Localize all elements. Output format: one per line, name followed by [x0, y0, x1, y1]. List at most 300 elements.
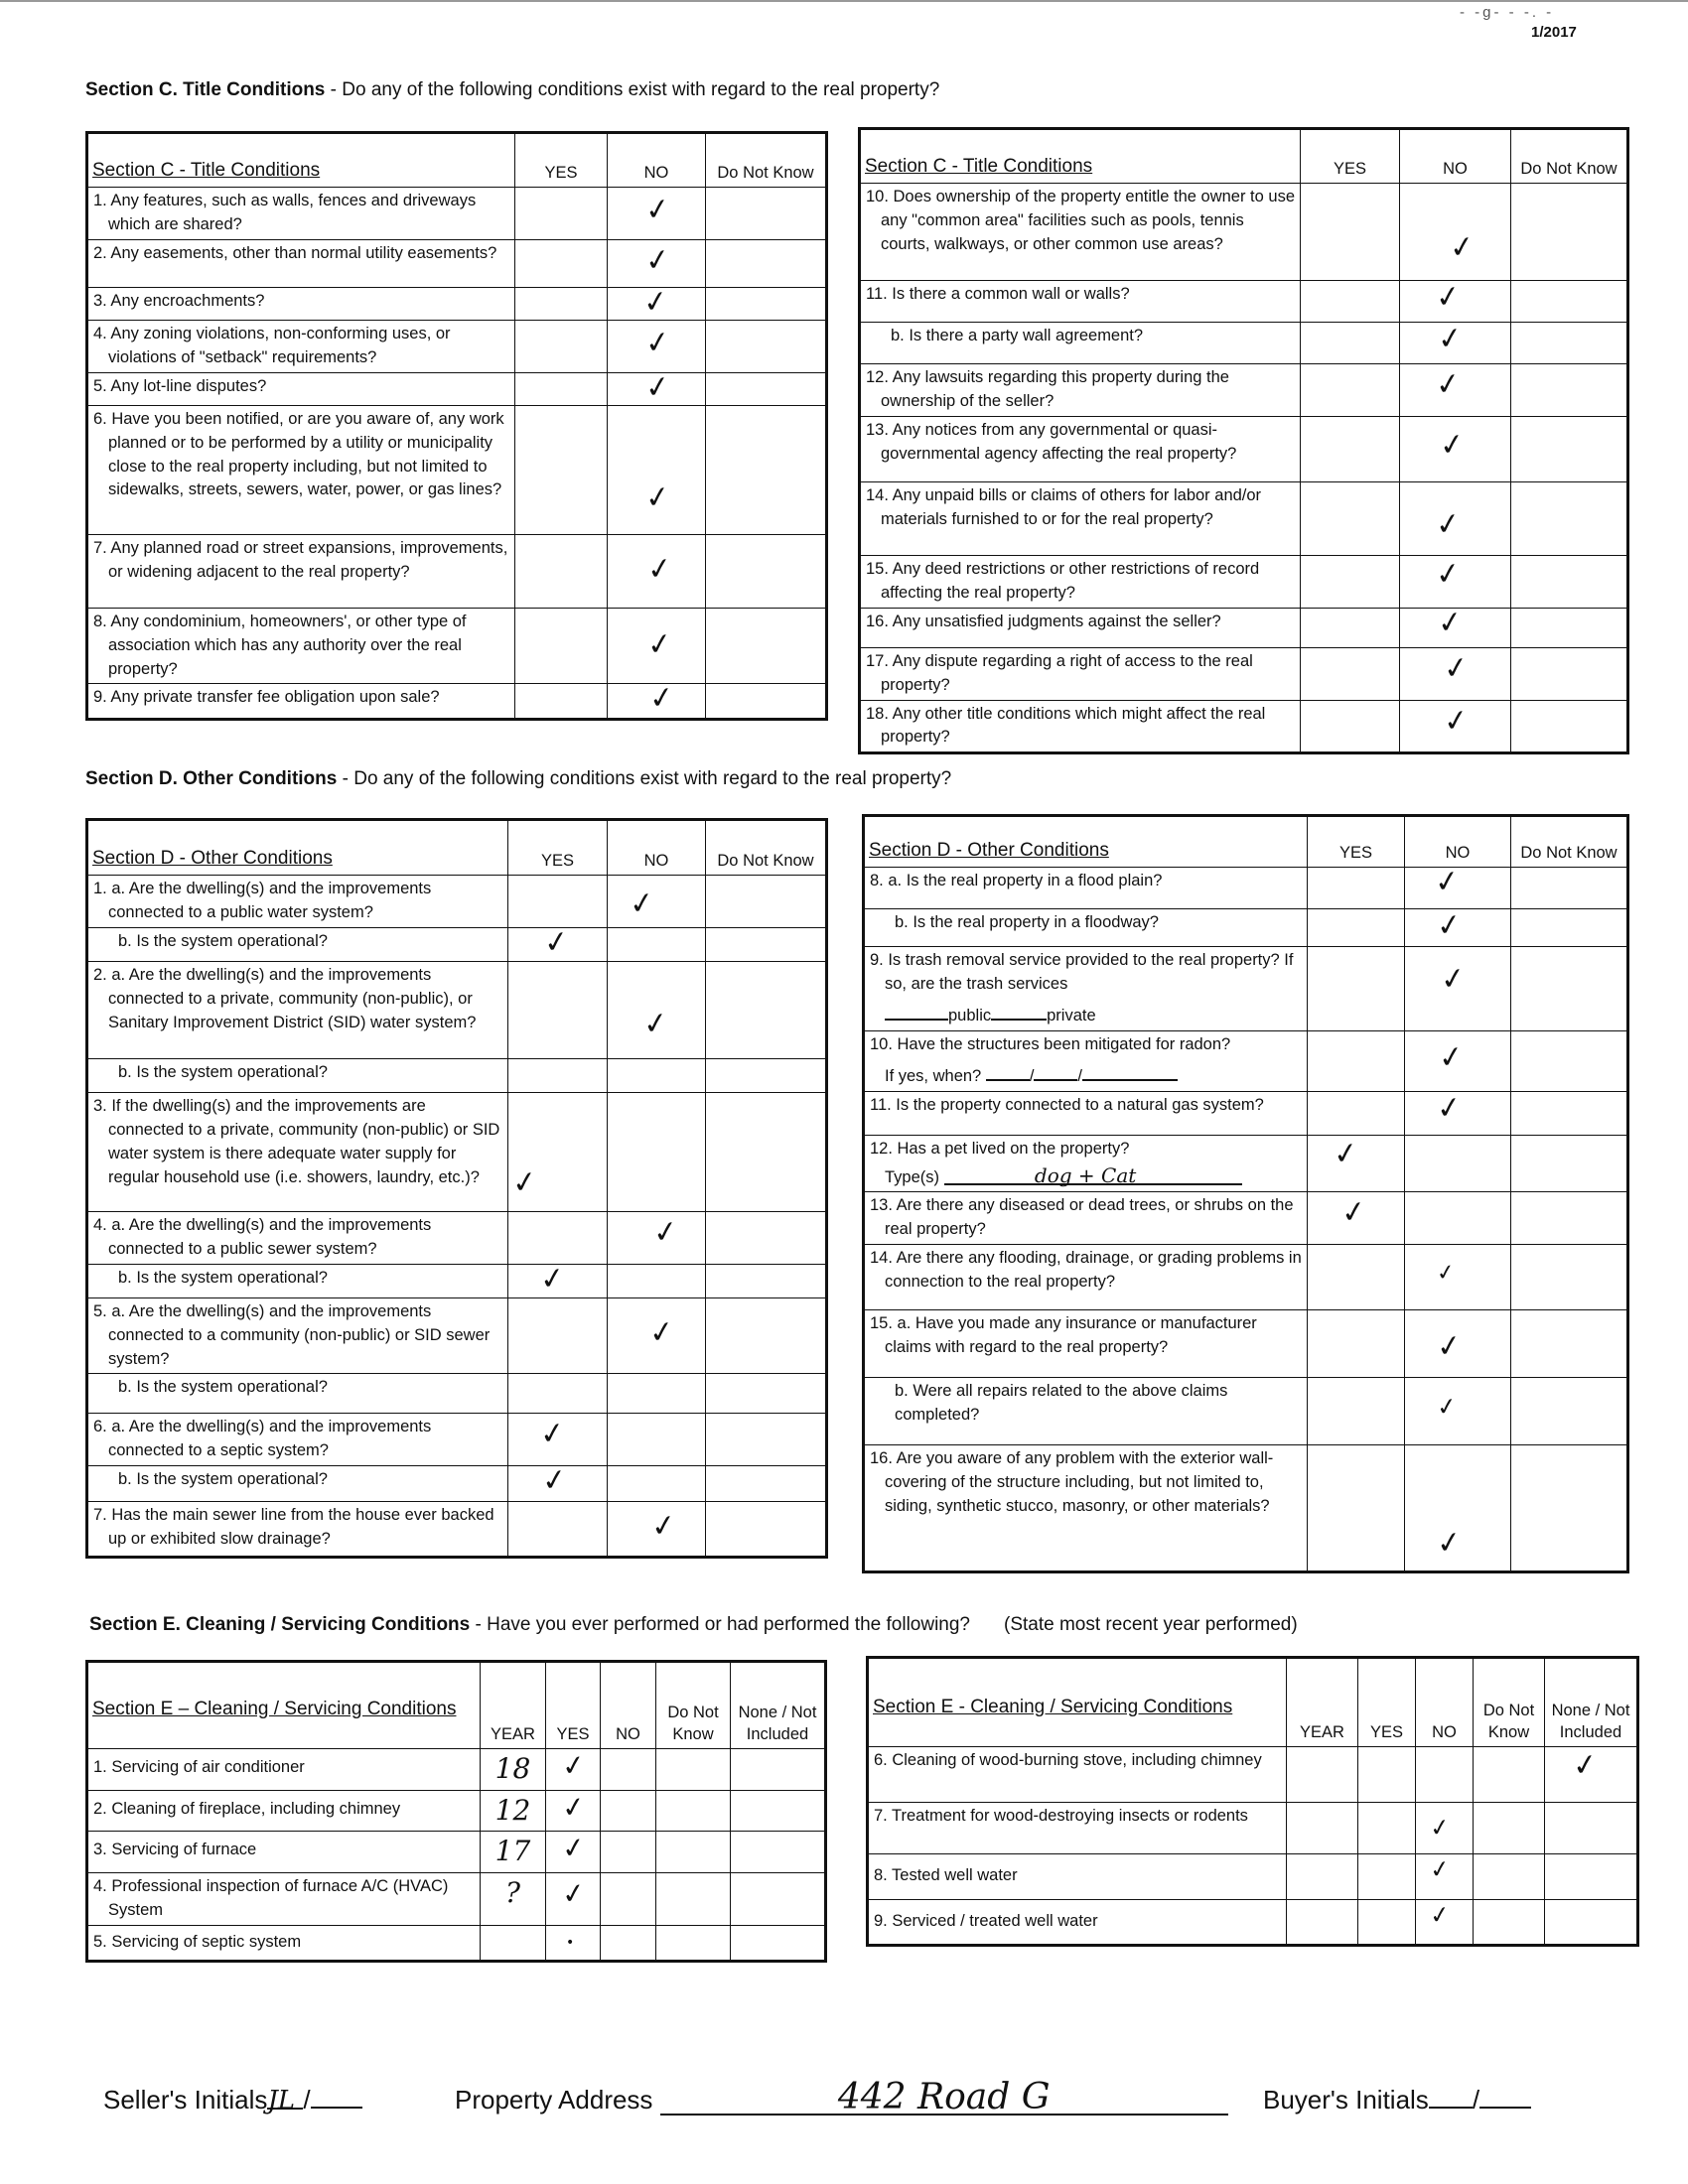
table-title: Section D - Other Conditions — [864, 816, 1308, 868]
dnk-cell[interactable] — [706, 608, 827, 684]
yes-cell[interactable] — [1308, 1378, 1405, 1445]
no-cell[interactable] — [608, 679, 706, 720]
no-cell[interactable] — [608, 608, 706, 684]
no-cell[interactable] — [608, 1264, 706, 1297]
no-cell[interactable] — [608, 368, 706, 407]
section-d-left-table — [85, 818, 828, 1559]
table-row — [87, 927, 827, 961]
dnk-cell[interactable] — [1511, 1445, 1628, 1572]
question-c13: 13. Any notices from any governmental or quasi-governmental agency affecting the real property? — [860, 416, 1301, 481]
no-cell[interactable] — [601, 1749, 656, 1791]
dnk-cell[interactable] — [1511, 555, 1628, 608]
dnk-cell[interactable] — [1511, 323, 1628, 364]
yes-cell[interactable] — [508, 1297, 608, 1374]
no-cell[interactable] — [608, 1211, 706, 1264]
checkmark: ✓ — [642, 324, 673, 362]
yes-cell[interactable] — [546, 1832, 601, 1873]
col-yes: YES — [515, 133, 608, 188]
none-cell[interactable] — [1545, 1900, 1638, 1946]
no-cell[interactable] — [1416, 1854, 1474, 1900]
question-e4: 4. Professional inspection of furnace A/C (HVAC) System — [87, 1872, 481, 1925]
no-cell[interactable] — [1400, 278, 1511, 323]
checkmark: ✓ — [650, 1213, 681, 1252]
dnk-cell[interactable] — [706, 1264, 827, 1297]
question-c4: 4. Any zoning violations, non-conforming uses, or violations of "setback" requirements? — [87, 320, 515, 372]
buyer-initials-field[interactable]: Buyer's Initials / — [1263, 2085, 1531, 2116]
yes-cell[interactable] — [515, 534, 608, 608]
dnk-cell[interactable] — [1511, 700, 1628, 753]
dnk-cell[interactable] — [706, 1297, 827, 1374]
yes-cell[interactable] — [546, 1925, 601, 1961]
checkmark: ✓ — [1435, 320, 1466, 358]
table-row — [864, 1030, 1628, 1091]
section-c-left-table — [85, 131, 828, 721]
checkmark: ✓ — [1441, 649, 1472, 688]
question-e1: 1. Servicing of air conditioner — [87, 1749, 481, 1791]
dnk-cell[interactable] — [1511, 608, 1628, 647]
yes-cell[interactable] — [1308, 1135, 1405, 1192]
no-cell[interactable] — [608, 534, 706, 608]
question-d6a: 6. a. Are the dwelling(s) and the improvements connected to a septic system? — [87, 1414, 508, 1466]
dnk-cell[interactable] — [706, 405, 827, 534]
yes-cell[interactable] — [515, 320, 608, 372]
question-c14: 14. Any unpaid bills or claims of others for labor and/or materials furnished to or for the real property? — [860, 481, 1301, 555]
dnk-cell[interactable] — [1511, 481, 1628, 555]
yes-cell[interactable] — [546, 1872, 601, 1925]
table-row — [87, 1749, 826, 1791]
yes-cell[interactable] — [508, 923, 608, 962]
dnk-cell[interactable] — [1511, 909, 1628, 947]
question-e7: 7. Treatment for wood-destroying insects or rodents — [868, 1803, 1287, 1854]
question-d8b: b. Is the real property in a floodway? — [864, 909, 1308, 947]
table-row — [87, 1374, 827, 1414]
no-cell[interactable] — [608, 320, 706, 372]
checkmark: ✓ — [1437, 426, 1468, 465]
dnk-cell[interactable] — [656, 1749, 731, 1791]
dnk-cell[interactable] — [1511, 1378, 1628, 1445]
yes-cell[interactable] — [1301, 608, 1400, 647]
dnk-cell[interactable] — [706, 1211, 827, 1264]
checkmark: ✓ — [640, 283, 671, 322]
checkmark: ✓ — [1434, 1089, 1465, 1128]
question-c6: 6. Have you been notified, or are you aware of, any work planned or to be performed by a utility or municipality close to the real property including, but not limited to sidewalks, streets, sewers, water, power, or gas lines? — [87, 405, 515, 534]
table-row — [864, 1135, 1628, 1192]
property-address-field[interactable] — [455, 2077, 1228, 2117]
yes-cell[interactable] — [508, 876, 608, 928]
col-yes: YES — [1308, 816, 1405, 868]
no-cell[interactable] — [1405, 906, 1511, 947]
checkmark: ✓ — [1433, 365, 1464, 404]
checkmark: ✓ — [1432, 863, 1463, 901]
none-cell[interactable] — [1545, 1747, 1638, 1803]
no-cell[interactable] — [1405, 1378, 1511, 1445]
no-cell[interactable] — [608, 239, 706, 287]
question-d9: 9. Is trash removal service provided to the real property? If so, are the trash services public private — [864, 947, 1308, 1031]
table-row — [87, 405, 827, 534]
no-cell[interactable] — [1405, 863, 1511, 909]
yes-cell[interactable] — [1358, 1747, 1416, 1803]
seller-initials-field[interactable]: Seller's InitialsJL / — [103, 2085, 362, 2116]
dnk-cell[interactable] — [1511, 364, 1628, 417]
dnk-cell[interactable] — [1511, 868, 1628, 909]
dnk-cell[interactable] — [656, 1832, 731, 1873]
year-cell[interactable]: 17 — [481, 1832, 546, 1873]
table-row — [868, 1900, 1638, 1946]
no-cell[interactable] — [1416, 1900, 1474, 1946]
question-d14: 14. Are there any flooding, drainage, or grading problems in connection to the real property? — [864, 1245, 1308, 1310]
col-do-not-know: Do Not Know — [1474, 1658, 1545, 1747]
no-cell[interactable] — [1400, 555, 1511, 608]
question-e3: 3. Servicing of furnace — [87, 1832, 481, 1873]
table-row — [87, 1790, 826, 1832]
section-e-left-table — [85, 1660, 827, 1963]
section-e-right-table — [866, 1656, 1639, 1947]
question-d4b: b. Is the system operational? — [87, 1264, 508, 1297]
checkmark: ✓ — [559, 1830, 588, 1866]
table-row — [860, 647, 1628, 700]
checkmark: ✓ — [537, 1415, 568, 1454]
none-cell[interactable] — [731, 1790, 826, 1832]
checkmark: ✓ — [642, 478, 673, 517]
yes-cell[interactable] — [1308, 868, 1405, 909]
question-d13: 13. Are there any diseased or dead trees, or shrubs on the real property? — [864, 1192, 1308, 1245]
dnk-cell[interactable] — [706, 1092, 827, 1211]
yes-cell[interactable] — [1308, 947, 1405, 1031]
no-cell[interactable] — [1405, 1310, 1511, 1378]
form-revision-date: 1/2017 — [1531, 24, 1577, 41]
checkmark: ✓ — [1438, 960, 1469, 999]
page-top-rule — [0, 0, 1688, 2]
yes-cell[interactable] — [1308, 1310, 1405, 1378]
dnk-cell[interactable] — [1474, 1747, 1545, 1803]
dnk-cell[interactable] — [656, 1925, 731, 1961]
dnk-cell[interactable] — [1511, 1310, 1628, 1378]
no-cell[interactable] — [1405, 1091, 1511, 1135]
no-cell[interactable] — [1400, 604, 1511, 647]
table-row — [87, 1502, 827, 1558]
yes-cell[interactable] — [515, 239, 608, 287]
yes-cell[interactable] — [1301, 364, 1400, 417]
question-d2a: 2. a. Are the dwelling(s) and the improvements connected to a private, community (non-public), or Sanitary Improvement District (SID) water system? — [87, 961, 508, 1058]
yes-cell[interactable] — [508, 1502, 608, 1558]
dnk-cell[interactable] — [706, 534, 827, 608]
checkmark: ✓ — [1435, 1392, 1459, 1423]
no-cell[interactable] — [1416, 1803, 1474, 1854]
no-cell[interactable] — [601, 1790, 656, 1832]
table-title: Section E - Cleaning / Servicing Conditions — [868, 1658, 1287, 1747]
dnk-cell[interactable] — [706, 684, 827, 720]
yes-cell[interactable] — [1301, 700, 1400, 753]
dnk-cell[interactable] — [706, 239, 827, 287]
table-title: Section C - Title Conditions — [87, 133, 515, 188]
yes-cell[interactable] — [1308, 1445, 1405, 1572]
yes-cell[interactable] — [1308, 1245, 1405, 1310]
seller-initials-value: JL — [267, 2086, 303, 2110]
dnk-cell[interactable] — [1511, 1030, 1628, 1091]
table-row — [864, 1192, 1628, 1245]
dnk-cell[interactable] — [1511, 1135, 1628, 1192]
no-cell[interactable] — [608, 876, 706, 928]
dnk-cell[interactable] — [706, 1058, 827, 1092]
yes-cell[interactable] — [515, 608, 608, 684]
property-address-label: Property Address — [455, 2085, 653, 2115]
no-cell[interactable] — [608, 1092, 706, 1211]
no-cell[interactable] — [1400, 364, 1511, 417]
dnk-cell[interactable] — [656, 1790, 731, 1832]
no-cell[interactable] — [608, 188, 706, 240]
table-title: Section C - Title Conditions — [860, 129, 1301, 184]
table-row — [87, 534, 827, 608]
question-c17: 17. Any dispute regarding a right of access to the real property? — [860, 647, 1301, 700]
col-none-not-included: None / Not Included — [1545, 1658, 1638, 1747]
table-row — [860, 700, 1628, 753]
dnk-cell[interactable] — [706, 287, 827, 320]
no-cell[interactable] — [1400, 700, 1511, 753]
question-e8: 8. Tested well water — [868, 1854, 1287, 1900]
yes-cell[interactable] — [1308, 1091, 1405, 1135]
yes-cell[interactable] — [515, 287, 608, 320]
dnk-cell[interactable] — [706, 188, 827, 240]
question-d5b: b. Is the system operational? — [87, 1374, 508, 1414]
no-cell[interactable] — [1405, 1135, 1511, 1192]
yes-cell[interactable] — [1358, 1803, 1416, 1854]
yes-cell[interactable] — [1358, 1900, 1416, 1946]
yes-cell[interactable] — [515, 405, 608, 534]
question-c8: 8. Any condominium, homeowners', or other type of association which has any authority over the real property? — [87, 608, 515, 684]
table-row — [864, 1445, 1628, 1572]
dnk-cell[interactable] — [706, 927, 827, 961]
table-row — [868, 1854, 1638, 1900]
yes-cell[interactable] — [508, 1461, 608, 1502]
dnk-cell[interactable] — [1511, 281, 1628, 323]
yes-cell[interactable] — [1358, 1854, 1416, 1900]
question-d4a: 4. a. Are the dwelling(s) and the improvements connected to a public sewer system? — [87, 1211, 508, 1264]
table-row — [864, 1378, 1628, 1445]
yes-cell[interactable] — [508, 1092, 608, 1211]
col-do-not-know: Do Not Know — [706, 133, 827, 188]
no-cell[interactable] — [1405, 1245, 1511, 1310]
no-cell[interactable] — [1400, 647, 1511, 700]
dnk-cell[interactable] — [1511, 416, 1628, 481]
table-row — [860, 481, 1628, 555]
yes-cell[interactable] — [1301, 184, 1400, 281]
yes-cell[interactable] — [508, 1058, 608, 1092]
question-d6b: b. Is the system operational? — [87, 1466, 508, 1502]
property-address-value: 442 Road G — [660, 2086, 1228, 2116]
no-cell[interactable] — [608, 283, 706, 322]
dnk-cell[interactable] — [1511, 647, 1628, 700]
none-cell[interactable] — [1545, 1854, 1638, 1900]
checkmark: ✓ — [1435, 1260, 1458, 1288]
question-e2: 2. Cleaning of fireplace, including chimney — [87, 1790, 481, 1832]
yes-cell[interactable] — [1301, 416, 1400, 481]
table-row — [87, 1466, 827, 1502]
no-cell[interactable] — [1405, 947, 1511, 1031]
year-cell[interactable] — [1287, 1803, 1358, 1854]
table-row — [864, 947, 1628, 1031]
dnk-cell[interactable] — [1511, 1091, 1628, 1135]
col-no: NO — [1400, 129, 1511, 184]
no-cell[interactable] — [1405, 1192, 1511, 1245]
no-cell[interactable] — [608, 1502, 706, 1558]
year-cell[interactable] — [481, 1925, 546, 1961]
question-d1b: b. Is the system operational? — [87, 927, 508, 961]
no-cell[interactable] — [601, 1832, 656, 1873]
year-cell[interactable] — [1287, 1900, 1358, 1946]
col-yes: YES — [508, 820, 608, 876]
question-d15a: 15. a. Have you made any insurance or manufacturer claims with regard to the real property? — [864, 1310, 1308, 1378]
none-cell[interactable] — [731, 1749, 826, 1791]
yes-cell[interactable] — [515, 372, 608, 405]
table-row — [87, 1832, 826, 1873]
dnk-cell[interactable] — [706, 876, 827, 928]
checkmark: ✓ — [1441, 701, 1472, 741]
col-no: NO — [608, 133, 706, 188]
dnk-cell[interactable] — [656, 1872, 731, 1925]
dnk-cell[interactable] — [1511, 1245, 1628, 1310]
table-row — [87, 1058, 827, 1092]
question-d5a: 5. a. Are the dwelling(s) and the improvements connected to a community (non-public) or SID sewer system? — [87, 1297, 508, 1374]
question-d7: 7. Has the main sewer line from the house ever backed up or exhibited slow drainage? — [87, 1502, 508, 1558]
page-number: - -g- - -. - — [1460, 4, 1555, 21]
yes-cell[interactable] — [515, 684, 608, 720]
question-c11: 11. Is there a common wall or walls? — [860, 281, 1301, 323]
checkmark: ✓ — [1434, 1327, 1465, 1366]
yes-cell[interactable] — [1308, 1192, 1405, 1245]
col-do-not-know: Do Not Know — [1511, 816, 1628, 868]
checkmark: ✓ — [1433, 278, 1464, 317]
col-yes: YES — [1301, 129, 1400, 184]
no-cell[interactable] — [601, 1872, 656, 1925]
table-row — [87, 608, 827, 684]
no-cell[interactable] — [1400, 184, 1511, 281]
yes-cell[interactable] — [1301, 323, 1400, 364]
question-c16: 16. Any unsatisfied judgments against the seller? — [860, 608, 1301, 647]
checkmark: ✓ — [644, 625, 675, 664]
no-cell[interactable] — [1400, 320, 1511, 364]
no-cell[interactable] — [608, 927, 706, 961]
yes-cell[interactable] — [1301, 647, 1400, 700]
none-cell[interactable] — [731, 1832, 826, 1873]
year-cell[interactable]: ? — [481, 1872, 546, 1925]
dnk-cell[interactable] — [706, 961, 827, 1058]
table-row — [87, 287, 827, 320]
table-row — [87, 188, 827, 240]
yes-cell[interactable] — [508, 1211, 608, 1264]
yes-cell[interactable] — [1301, 281, 1400, 323]
no-cell[interactable] — [608, 961, 706, 1058]
dnk-cell[interactable] — [1474, 1854, 1545, 1900]
no-cell[interactable] — [608, 1058, 706, 1092]
checkmark: ✓ — [541, 923, 572, 962]
dnk-cell[interactable] — [1511, 1192, 1628, 1245]
yes-cell[interactable] — [1301, 481, 1400, 555]
no-cell[interactable] — [608, 1414, 706, 1466]
no-cell[interactable] — [1405, 1445, 1511, 1572]
no-cell[interactable] — [1416, 1747, 1474, 1803]
no-cell[interactable] — [1405, 1030, 1511, 1091]
dnk-cell[interactable] — [706, 372, 827, 405]
checkmark: ✓ — [1338, 1193, 1369, 1233]
dnk-cell[interactable] — [1511, 184, 1628, 281]
year-cell[interactable]: 18 — [481, 1749, 546, 1791]
col-do-not-know: Do Not Know — [656, 1662, 731, 1749]
table-row — [87, 239, 827, 287]
table-row — [87, 876, 827, 928]
table-row — [87, 1264, 827, 1297]
question-c18: 18. Any other title conditions which might affect the real property? — [860, 700, 1301, 753]
col-yes: YES — [546, 1662, 601, 1749]
yes-cell[interactable] — [1301, 555, 1400, 608]
dnk-cell[interactable] — [706, 1466, 827, 1502]
no-cell[interactable] — [1400, 416, 1511, 481]
yes-cell[interactable] — [1308, 1030, 1405, 1091]
yes-cell[interactable] — [508, 1374, 608, 1414]
table-row — [87, 320, 827, 372]
checkmark: ✓ — [1570, 1746, 1601, 1785]
table-row — [860, 364, 1628, 417]
checkmark: ✓ — [627, 885, 657, 923]
question-d11: 11. Is the property connected to a natural gas system? — [864, 1091, 1308, 1135]
yes-cell[interactable] — [1308, 909, 1405, 947]
no-cell[interactable] — [601, 1925, 656, 1961]
table-row — [860, 281, 1628, 323]
seller-initials-label: Seller's Initials — [103, 2085, 268, 2115]
checkmark: ✓ — [1331, 1135, 1361, 1173]
dnk-cell[interactable] — [1511, 947, 1628, 1031]
col-do-not-know: Do Not Know — [1511, 129, 1628, 184]
checkmark: ✓ — [1436, 1038, 1467, 1077]
dnk-cell[interactable] — [706, 1414, 827, 1466]
no-cell[interactable] — [1400, 481, 1511, 555]
none-cell[interactable] — [731, 1872, 826, 1925]
none-cell[interactable] — [1545, 1803, 1638, 1854]
yes-cell[interactable] — [546, 1749, 601, 1791]
question-c9: 9. Any private transfer fee obligation upon sale? — [87, 684, 515, 720]
table-row — [87, 1414, 827, 1466]
no-cell[interactable] — [608, 1466, 706, 1502]
dnk-cell[interactable] — [1474, 1803, 1545, 1854]
table-row — [860, 323, 1628, 364]
year-cell[interactable] — [1287, 1747, 1358, 1803]
no-cell[interactable] — [608, 1297, 706, 1374]
checkmark: ✓ — [1433, 555, 1464, 594]
dnk-cell[interactable] — [706, 1502, 827, 1558]
dnk-cell[interactable] — [706, 1374, 827, 1414]
dnk-cell[interactable] — [1474, 1900, 1545, 1946]
section-d-right-table — [862, 814, 1629, 1573]
question-d2b: b. Is the system operational? — [87, 1058, 508, 1092]
checkmark: ✓ — [1435, 604, 1466, 642]
dnk-cell[interactable] — [706, 320, 827, 372]
yes-cell[interactable] — [546, 1790, 601, 1832]
col-year: YEAR — [1287, 1658, 1358, 1747]
none-cell[interactable] — [731, 1925, 826, 1961]
no-cell[interactable] — [608, 1374, 706, 1414]
question-d15b: b. Were all repairs related to the above claims completed? — [864, 1378, 1308, 1445]
col-no: NO — [1416, 1658, 1474, 1747]
year-cell[interactable] — [1287, 1854, 1358, 1900]
year-cell[interactable]: 12 — [481, 1790, 546, 1832]
yes-cell[interactable] — [515, 188, 608, 240]
yes-cell[interactable] — [508, 1260, 608, 1298]
no-cell[interactable] — [608, 405, 706, 534]
mark-dot: • — [566, 1934, 575, 1951]
table-row — [87, 1297, 827, 1374]
yes-cell[interactable] — [508, 1414, 608, 1466]
yes-cell[interactable] — [508, 961, 608, 1058]
col-do-not-know: Do Not Know — [706, 820, 827, 876]
